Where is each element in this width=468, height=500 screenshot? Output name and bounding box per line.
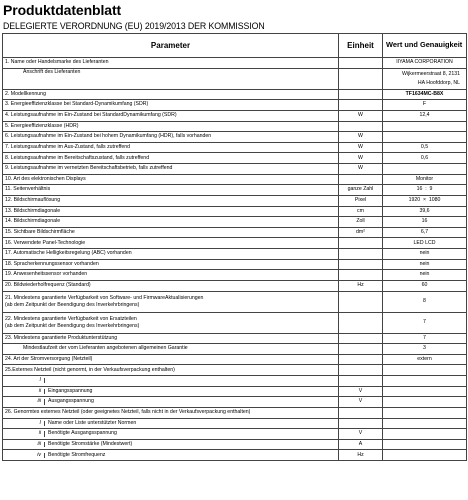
sub-item-label: Name oder Liste unterstützter Normen — [48, 419, 137, 426]
param-line-2: (ab dem Zeitpunkt der Beendigung des Inverkehrbringens) — [5, 322, 140, 329]
table-row — [3, 89, 467, 100]
param-cell: 17. Automatische Helligkeitsregelung (ABC) vorhanden — [3, 249, 339, 260]
value-cell — [383, 439, 467, 450]
table-row — [3, 227, 467, 238]
unit-cell: A — [339, 439, 383, 450]
value-cell: 6,7 — [383, 227, 467, 238]
param-cell: 13. Bildschirmdiagonale — [3, 206, 339, 217]
param-cell: 10. Art des elektronischen Displays — [3, 174, 339, 185]
value-cell: 8 — [383, 291, 467, 312]
sub-item-number: iii — [3, 442, 45, 447]
table-row — [3, 429, 467, 440]
unit-cell — [339, 68, 383, 89]
document-title: Produktdatenblatt — [3, 2, 122, 18]
value-cell: 16 : 9 — [383, 185, 467, 196]
table-row — [3, 58, 467, 69]
unit-cell: V — [339, 386, 383, 397]
product-data-table — [2, 33, 467, 461]
sub-item-label: Eingangsspannung — [48, 387, 93, 394]
sub-item-number: I — [3, 378, 45, 383]
unit-cell — [339, 365, 383, 376]
table-row — [3, 185, 467, 196]
param-cell: 18. Spracherkennungssensor vorhanden — [3, 259, 339, 270]
sub-item-number: iv — [3, 453, 45, 458]
unit-cell — [339, 249, 383, 260]
unit-cell: W — [339, 153, 383, 164]
param-cell — [3, 291, 339, 312]
param-cell: 2. Modellkennung — [3, 89, 339, 100]
unit-cell: Hz — [339, 450, 383, 461]
param-cell: 25.Externes Netzteil (nicht genormt, in der Verkaufsverpackung enthalten) — [3, 365, 339, 376]
param-cell: 8. Leistungsaufnahme im Bereitschaftszustand, falls zutreffend — [3, 153, 339, 164]
table-row — [3, 195, 467, 206]
unit-cell: cm — [339, 206, 383, 217]
param-cell: Anschrift des Lieferanten — [3, 68, 339, 89]
table-row — [3, 376, 467, 387]
table-row — [3, 142, 467, 153]
table-row — [3, 439, 467, 450]
table-row — [3, 249, 467, 260]
unit-cell — [339, 333, 383, 344]
param-cell: 5. Energieeffizienzklasse (HDR) — [3, 121, 339, 132]
unit-cell: ganze Zahl — [339, 185, 383, 196]
table-row — [3, 280, 467, 291]
param-cell: 14. Bildschirmdiagonale — [3, 217, 339, 228]
value-cell: 1920 × 1080 — [383, 195, 467, 206]
value-cell: 16 — [383, 217, 467, 228]
value-cell: LED LCD — [383, 238, 467, 249]
value-cell — [383, 407, 467, 418]
unit-cell — [339, 174, 383, 185]
unit-cell: W — [339, 110, 383, 121]
table-row — [3, 270, 467, 281]
value-cell — [383, 164, 467, 175]
value-cell: 39,6 — [383, 206, 467, 217]
unit-cell — [339, 354, 383, 365]
unit-cell — [339, 407, 383, 418]
param-cell: 3. Energieeffizienzklasse bei Standard-Dynamikumfang (SDR) — [3, 100, 339, 111]
value-cell: F — [383, 100, 467, 111]
sub-item-label: Benötigte Stromstärke (Mindestwert) — [48, 440, 133, 447]
param-cell: 7. Leistungsaufnahme im Aus-Zustand, falls zutreffend — [3, 142, 339, 153]
value-cell — [383, 121, 467, 132]
value-cell: extern — [383, 354, 467, 365]
param-cell: Mindestlaufzeit der vom Lieferanten angebotenen allgemeinen Garantie — [3, 344, 339, 355]
unit-cell — [339, 58, 383, 69]
value-cell: TF1634MC-B8X — [383, 89, 467, 100]
sub-item-number: ii — [3, 389, 45, 394]
param-cell — [3, 397, 339, 408]
value-cell — [383, 132, 467, 143]
table-row — [3, 174, 467, 185]
unit-cell — [339, 100, 383, 111]
value-cell — [383, 429, 467, 440]
table-row — [3, 238, 467, 249]
value-cell: 3 — [383, 344, 467, 355]
unit-cell — [339, 121, 383, 132]
unit-cell — [339, 270, 383, 281]
value-cell — [383, 397, 467, 408]
unit-cell: dm² — [339, 227, 383, 238]
unit-cell: W — [339, 142, 383, 153]
param-cell — [3, 386, 339, 397]
table-row — [3, 121, 467, 132]
table-row — [3, 259, 467, 270]
table-row — [3, 397, 467, 408]
unit-cell — [339, 312, 383, 333]
param-cell — [3, 312, 339, 333]
table-row — [3, 354, 467, 365]
unit-cell — [339, 89, 383, 100]
param-cell: 1. Name oder Handelsmarke des Lieferanten — [3, 58, 339, 69]
value-cell: 60 — [383, 280, 467, 291]
value-cell: Monitor — [383, 174, 467, 185]
value-cell — [383, 376, 467, 387]
column-header-value: Wert und Genauigkeit — [383, 34, 467, 58]
table-row — [3, 365, 467, 376]
unit-cell: V — [339, 429, 383, 440]
value-cell: 7 — [383, 312, 467, 333]
param-cell: 9. Leistungsaufnahme im vernetzten Bereitschaftsbetrieb, falls zutreffend — [3, 164, 339, 175]
sub-item-number: iii — [3, 399, 45, 404]
unit-cell: W — [339, 132, 383, 143]
sub-item-label: Benötigte Ausgangsspannung — [48, 430, 117, 437]
table-row — [3, 312, 467, 333]
table-row — [3, 418, 467, 429]
param-cell: 19. Anwesenheitssensor vorhanden — [3, 270, 339, 281]
table-row — [3, 153, 467, 164]
param-cell — [3, 450, 339, 461]
value-cell: nein — [383, 249, 467, 260]
param-cell — [3, 439, 339, 450]
sub-item-label: Benötigte Stromfrequenz — [48, 451, 106, 458]
param-cell: 6. Leistungsaufnahme im Ein-Zustand bei hohem Dynamikumfang (HDR), falls vorhanden — [3, 132, 339, 143]
table-row — [3, 132, 467, 143]
table-row — [3, 164, 467, 175]
unit-cell — [339, 376, 383, 387]
value-cell — [383, 450, 467, 461]
value-cell — [383, 365, 467, 376]
unit-cell: V — [339, 397, 383, 408]
value-cell — [383, 418, 467, 429]
param-cell — [3, 418, 339, 429]
address-line-2: HA Hoofddorp, NL — [417, 79, 460, 86]
value-cell — [383, 386, 467, 397]
value-cell: nein — [383, 270, 467, 281]
param-cell — [3, 376, 339, 387]
unit-cell — [339, 238, 383, 249]
column-header-parameter: Parameter — [3, 34, 339, 58]
unit-cell: Pixel — [339, 195, 383, 206]
param-cell — [3, 429, 339, 440]
table-row — [3, 333, 467, 344]
value-cell — [383, 68, 467, 89]
param-cell: 16. Verwendete Panel-Technologie — [3, 238, 339, 249]
value-cell: 0,6 — [383, 153, 467, 164]
param-cell: 15. Sichtbare Bildschirmfläche — [3, 227, 339, 238]
value-cell: 0,5 — [383, 142, 467, 153]
value-cell: nein — [383, 259, 467, 270]
table-row — [3, 450, 467, 461]
value-cell: 12,4 — [383, 110, 467, 121]
unit-cell — [339, 259, 383, 270]
sub-item-number: ii — [3, 431, 45, 436]
value-cell: IIYAMA CORPORATION — [383, 58, 467, 69]
table-row — [3, 386, 467, 397]
value-cell: 7 — [383, 333, 467, 344]
param-cell: 26. Genormtes externes Netzteil (oder geeignetes Netzteil, falls nicht in der Verkaufsverpackung enthalten) — [3, 407, 339, 418]
document-subtitle: DELEGIERTE VERORDNUNG (EU) 2019/2013 DER KOMMISSION — [3, 21, 265, 31]
table-row — [3, 68, 467, 89]
param-cell: 20. Bildwiederholfrequenz (Standard) — [3, 280, 339, 291]
unit-cell — [339, 344, 383, 355]
param-line-1: 21. Mindestens garantierte Verfügbarkeit von Software- und FirmwareAktualisierungen — [5, 295, 204, 301]
param-line-1: 22. Mindestens garantierte Verfügbarkeit von Ersatzteilen — [5, 316, 137, 322]
table-row — [3, 217, 467, 228]
param-cell: 4. Leistungsaufnahme im Ein-Zustand bei StandardDynamikumfang (SDR) — [3, 110, 339, 121]
unit-cell — [339, 291, 383, 312]
table-row — [3, 206, 467, 217]
sub-item-label — [45, 378, 48, 383]
param-cell: 12. Bildschirmauflösung — [3, 195, 339, 206]
table-header-row — [3, 34, 467, 58]
param-line-2: (ab dem Zeitpunkt der Beendigung des Inverkehrbringens) — [5, 301, 140, 308]
address-line-1: Wijkermeerstraat 8, 2131 — [402, 71, 460, 78]
unit-cell: W — [339, 164, 383, 175]
param-cell: 23. Mindestens garantierte Produktunterstützung — [3, 333, 339, 344]
param-cell: 24. Art der Stromversorgung (Netzteil) — [3, 354, 339, 365]
sub-item-label: Ausgangsspannung — [48, 398, 94, 405]
param-cell: 11. Seitenverhältnis — [3, 185, 339, 196]
table-row — [3, 100, 467, 111]
unit-cell: Hz — [339, 280, 383, 291]
unit-cell: Zoll — [339, 217, 383, 228]
table-row — [3, 291, 467, 312]
column-header-unit: Einheit — [339, 34, 383, 58]
sub-item-number: I — [3, 421, 45, 426]
unit-cell — [339, 418, 383, 429]
table-row — [3, 344, 467, 355]
table-row — [3, 110, 467, 121]
table-row — [3, 407, 467, 418]
